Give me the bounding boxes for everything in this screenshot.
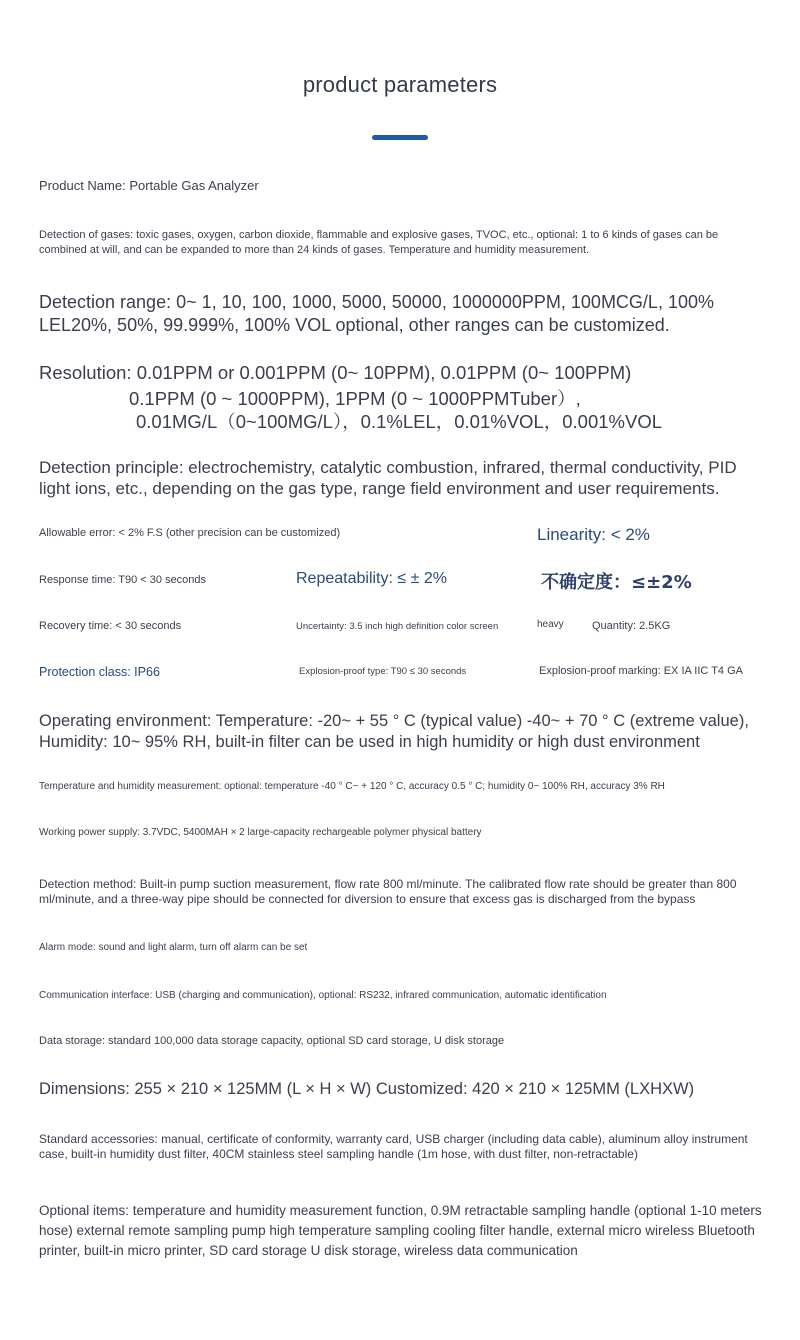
explosion-proof-marking: Explosion-proof marking: EX IA IIC T4 GA — [539, 665, 743, 677]
standard-accessories: Standard accessories: manual, certificate of conformity, warranty card, USB charger (including data cable), aluminum alloy instrument case, built-in humidity dust filter, 40CM stainless steel sampling handle (1m hose, with dust filter, non-retractable) — [39, 1132, 748, 1161]
detection-principle: Detection principle: electrochemistry, catalytic combustion, infrared, thermal conductivity, PID light ions, etc., depending on the gas type, range field environment and user requirements. — [39, 458, 737, 498]
title-underline — [372, 135, 428, 140]
detection-range: Detection range: 0~ 1, 10, 100, 1000, 5000, 50000, 1000000PPM, 100MCG/L, 100% LEL20%, 50%, 99.999%, 100% VOL optional, other ranges can be customized. — [39, 292, 714, 335]
explosion-proof-type: Explosion-proof type: T90 ≤ 30 seconds — [299, 666, 467, 677]
linearity: Linearity: < 2% — [537, 525, 650, 544]
uncertainty-screen: Uncertainty: 3.5 inch high definition color screen — [296, 621, 499, 632]
resolution-line-1: Resolution: 0.01PPM or 0.001PPM (0~ 10PPM), 0.01PPM (0~ 100PPM) — [39, 362, 632, 383]
operating-environment: Operating environment: Temperature: -20~ + 55 ° C (typical value) -40~ + 70 ° C (extreme value), Humidity: 10~ 95% RH, built-in filter can be used in high humidity or high dust environment — [39, 712, 749, 751]
quantity: Quantity: 2.5KG — [592, 620, 671, 632]
uncertainty-cn: 不确定度：≤±2% — [541, 572, 692, 593]
heavy-label: heavy — [537, 619, 564, 630]
product-name: Product Name: Portable Gas Analyzer — [39, 178, 259, 193]
page-title: product parameters — [302, 72, 498, 97]
repeatability: Repeatability: ≤ ± 2% — [296, 570, 447, 587]
alarm-mode: Alarm mode: sound and light alarm, turn off alarm can be set — [39, 942, 308, 953]
allowable-error: Allowable error: < 2% F.S (other precision can be customized) — [39, 527, 341, 539]
protection-class: Protection class: IP66 — [39, 665, 160, 679]
response-time: Response time: T90 < 30 seconds — [39, 574, 207, 586]
recovery-time: Recovery time: < 30 seconds — [39, 620, 182, 632]
detection-gases: Detection of gases: toxic gases, oxygen, carbon dioxide, flammable and explosive gases, TVOC, etc., optional: 1 to 6 kinds of gases can be combined at will, and can be expanded to more than 24 kinds of gases. Temperature and humidity measurement. — [39, 229, 719, 256]
resolution-line-3: 0.01MG/L（0~100MG/L），0.1%LEL，0.01%VOL，0.001%VOL — [136, 411, 662, 432]
data-storage: Data storage: standard 100,000 data storage capacity, optional SD card storage, U disk storage — [39, 1035, 505, 1047]
dimensions: Dimensions: 255 × 210 × 125MM (L × H × W) Customized: 420 × 210 × 125MM (LXHXW) — [39, 1080, 695, 1098]
temp-humidity-measurement: Temperature and humidity measurement: optional: temperature -40 ° C~ + 120 ° C, accuracy 0.5 ° C; humidity 0~ 100% RH, accuracy 3% RH — [39, 781, 665, 792]
working-power-supply: Working power supply: 3.7VDC, 5400MAH × 2 large-capacity rechargeable polymer physical battery — [39, 827, 482, 838]
communication-interface: Communication interface: USB (charging and communication), optional: RS232, infrared communication, automatic identification — [39, 990, 607, 1001]
resolution-line-2: 0.1PPM (0 ~ 1000PPM), 1PPM (0 ~ 1000PPMTuber）, — [129, 388, 581, 409]
detection-method: Detection method: Built-in pump suction measurement, flow rate 800 ml/minute. The calibrated flow rate should be greater than 800 ml/minute, and a three-way pipe should be connected for diversion to ensure that excess gas is discharged from the bypass — [39, 877, 737, 906]
optional-items: Optional items: temperature and humidity measurement function, 0.9M retractable sampling handle (optional 1-10 meters hose) external remote sampling pump high temperature sampling cooling filter handle, external micro wireless Bluetooth printer, built-in micro printer, SD card storage U disk storage, wireless data communication — [39, 1203, 762, 1258]
